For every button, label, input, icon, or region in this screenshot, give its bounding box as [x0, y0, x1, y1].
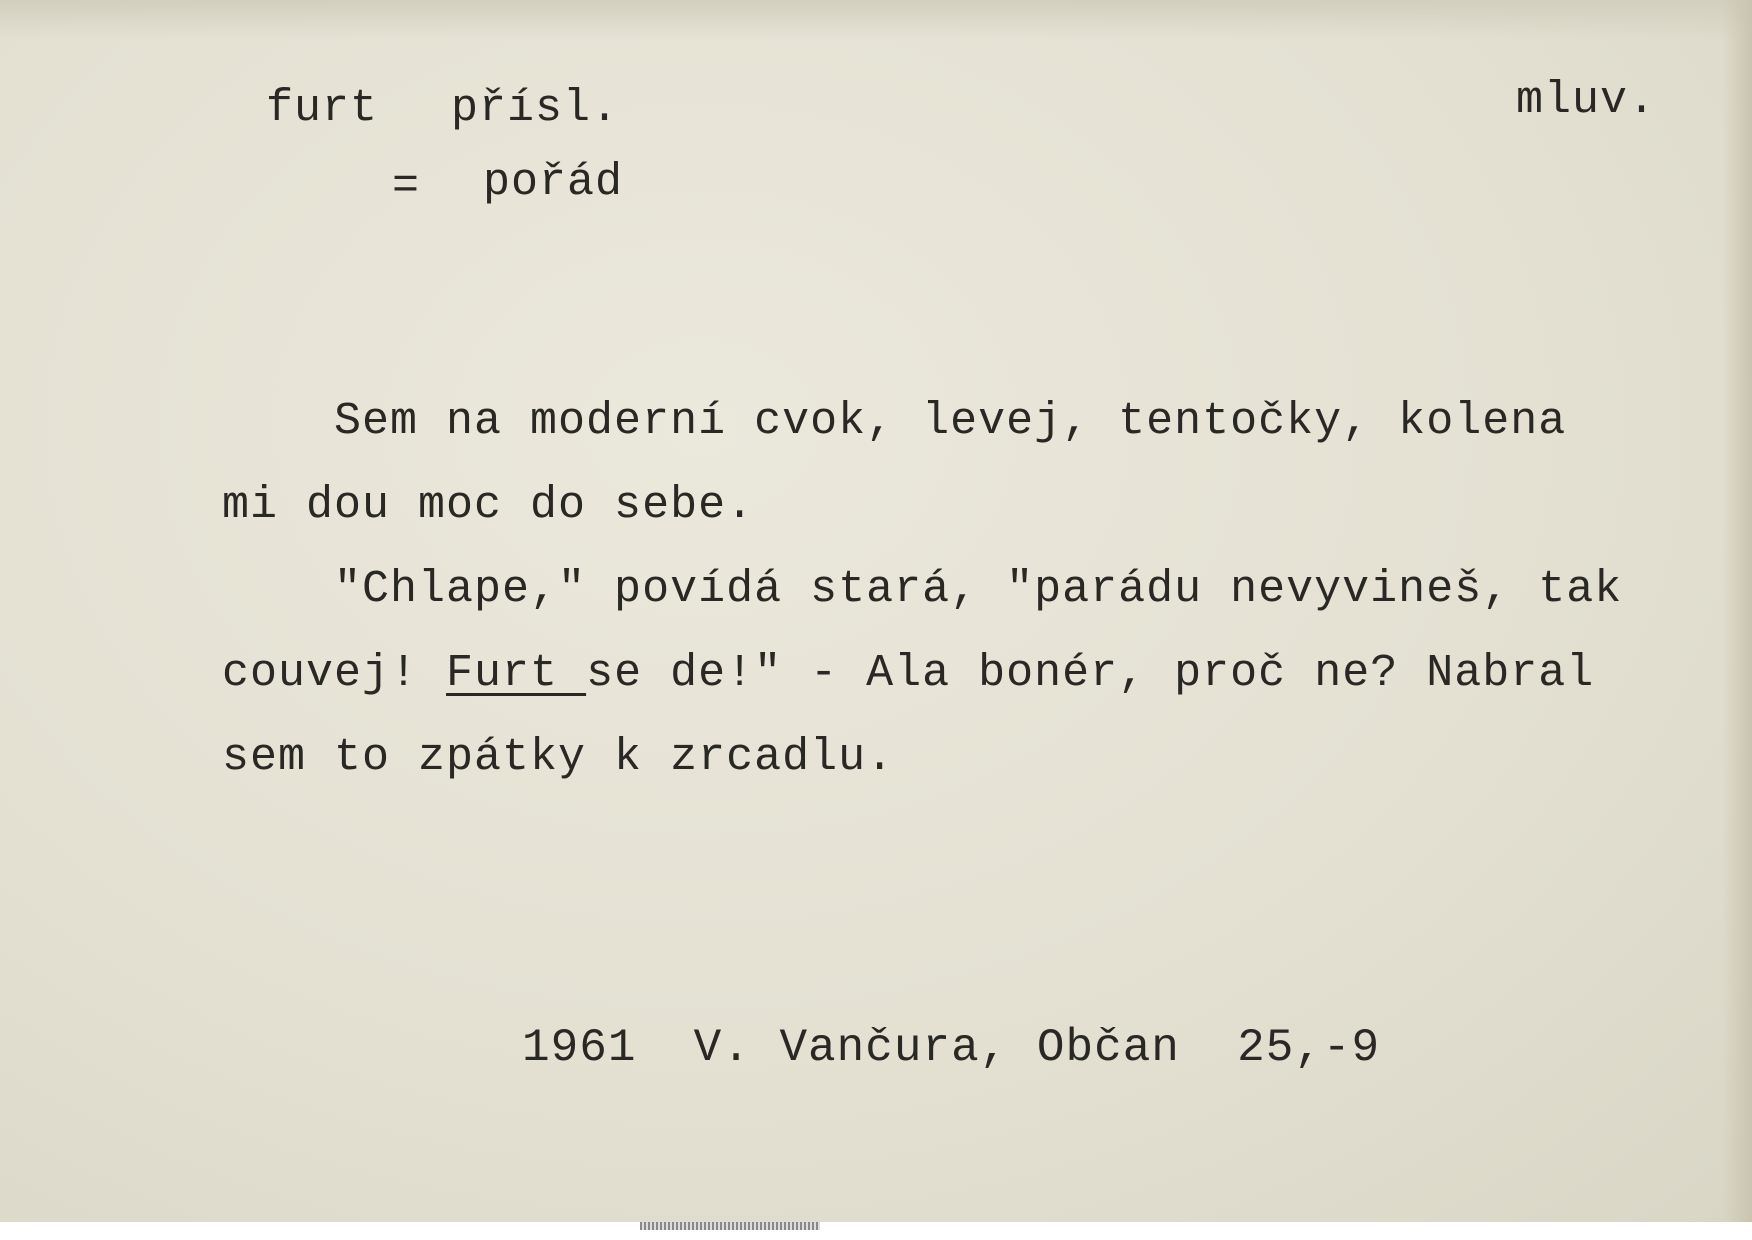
- headword: furt: [266, 83, 379, 134]
- scan-bottom-edge: [0, 1222, 1752, 1240]
- quote-line-end: se de!" - Ala bonér, proč ne? Nabral: [586, 648, 1595, 699]
- quote-line: [222, 632, 1722, 716]
- scan-artifact: [640, 1222, 820, 1230]
- underlined-keyword: Furt: [446, 648, 587, 699]
- synonym: pořád: [483, 157, 624, 208]
- register-label: mluv.: [1516, 75, 1657, 126]
- quote-line: Sem na moderní cvok, levej, tentočky, kolena: [222, 396, 1567, 447]
- equals-sign: =: [392, 161, 421, 212]
- quote-line: "Chlape," povídá stará, "parádu nevyvineš, tak: [222, 564, 1623, 615]
- quote-line: sem to zpátky k zrcadlu.: [222, 732, 895, 783]
- source-citation: 1961 V. Vančura, Občan 25,-9: [522, 1022, 1381, 1074]
- part-of-speech: přísl.: [451, 83, 620, 134]
- quote-line: mi dou moc do sebe.: [222, 480, 755, 531]
- quote-line-start: couvej!: [222, 648, 447, 699]
- example-quote: [222, 380, 1722, 800]
